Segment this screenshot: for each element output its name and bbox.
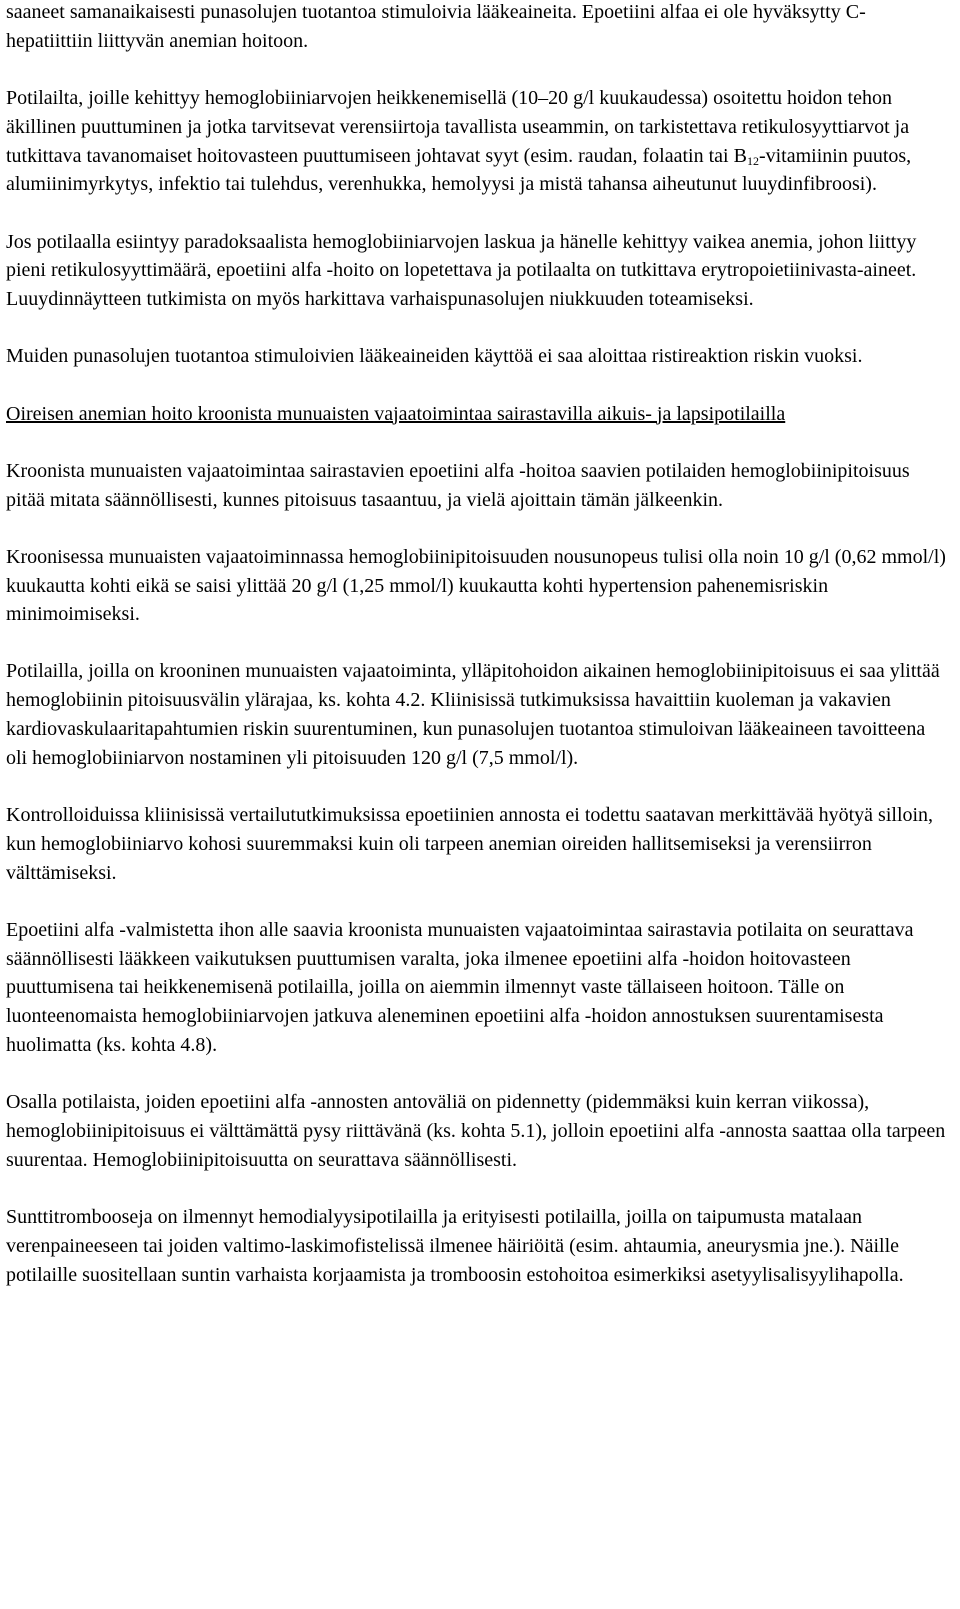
paragraph-loss-of-effect (6, 84, 946, 199)
paragraph-subcutaneous: Epoetiini alfa -valmistetta ihon alle saavia kroonista munuaisten vajaatoimintaa sairastavia potilaita on seurattava säännöllisesti lääkkeen vaikutuksen puuttumisen varalta, joka ilmenee epoetiini alfa -hoidon hoitovasteen puuttumisena tai heikkenemisenä potilailla, joilla on aiemmin ilmennyt vaste tällaiseen hoitoon. Tälle on luonteenomaista hemoglobiiniarvojen jatkuva aleneminen epoetiini alfa -hoidon annostuksen suurentamisesta huolimatta (ks. kohta 4.8). (6, 918, 914, 1057)
paragraph-loss-of-effect-text: Potilailta, joille kehittyy hemoglobiiniarvojen heikkenemisellä (10–20 g/l kuukaudessa) osoitettu hoidon tehon äkillinen puuttuminen ja jotka tarvitsevat verensiirtoja tavallista useammin, on tarkistettava retikulosyyttiarvot ja tutkittava tavanomaiset hoitovasteen puuttumiseen johtavat syyt (esim. raudan, folaatin tai B (6, 86, 910, 167)
paragraph-loss-of-effect-text-cont: -vitamiinin puutos, alumiinimyrkytys, infektio tai tulehdus, verenhukka, hemolyysi ja mistä tahansa aiheutunut luuydinfibroosi). (6, 144, 912, 196)
vitamin-subscript: 12 (746, 153, 759, 168)
paragraph-paradoxical-decrease: Jos potilaalla esiintyy paradoksaalista hemoglobiiniarvojen laskua ja hänelle kehittyy vaikea anemia, johon liittyy pieni retikulosyyttimäärä, epoetiini alfa -hoito on lopetettava ja potilaalta on tutkittava erytropoietiinivasta-aineet. Luuydinnäytteen tutkimista on myös harkittava varhaispunasolujen niukkuuden toteamiseksi. (6, 230, 917, 311)
paragraph-rise-rate: Kroonisessa munuaisten vajaatoiminnassa hemoglobiinipitoisuuden nousunopeus tulisi olla noin 10 g/l (0,62 mmol/l) kuukautta kohti eikä se saisi ylittää 20 g/l (1,25 mmol/l) kuukautta kohti hypertension pahenemisriskin minimoimiseksi. (6, 545, 946, 626)
paragraph-shunt-thrombosis: Sunttitrombooseja on ilmennyt hemodialyysipotilailla ja erityisesti potilailla, joilla on taipumusta matalaan verenpaineeseen tai joiden valtimo-laskimofistelissä ilmenee häiriöitä (esim. ahtaumia, aneurysmia jne.). Näille potilaille suositellaan suntin varhaista korjaamista ja tromboosin estohoitoa esimerkiksi asetyylisalisyylihapolla. (6, 1206, 904, 1286)
paragraph-maintenance: Potilailla, joilla on krooninen munuaisten vajaatoiminta, ylläpitohoidon aikainen hemoglobiinipitoisuus ei saa ylittää hemoglobiinin pitoisuusvälin ylärajaa, ks. kohta 4.2. Kliinisissä tutkimuksissa havaittiin kuoleman ja vakavien kardiovaskulaaritapahtumien riskin suurentuminen, kun punasolujen tuotantoa stimuloivan lääkeaineen tavoitteena oli hemoglobiiniarvon nostaminen yli pitoisuuden 120 g/l (7,5 mmol/l). (6, 660, 940, 769)
paragraph-hepatitis-c: saaneet samanaikaisesti punasolujen tuotantoa stimuloivia lääkeaineita. Epoetiini alfaa ei ole hyväksytty C-hepatiittiin liittyvän anemian hoitoon. (6, 1, 866, 52)
paragraph-cross-reaction: Muiden punasolujen tuotantoa stimuloivien lääkeaineiden käyttöä ei saa aloittaa ristireaktion riskin vuoksi. (6, 345, 863, 368)
paragraph-controlled-trials: Kontrolloiduissa kliinisissä vertailututkimuksissa epoetiinien annosta ei todettu saatavan merkittävää hyötyä silloin, kun hemoglobiiniarvo kohosi suuremmaksi kuin oli tarpeen anemian oireiden hallitsemiseksi ja verensiirron välttämiseksi. (6, 804, 934, 884)
paragraph-dosing-interval: Osalla potilaista, joiden epoetiini alfa -annosten antoväliä on pidennetty (pidemmäksi kuin kerran viikossa), hemoglobiinipitoisuus ei välttämättä pysy riittävänä (ks. kohta 5.1), jolloin epoetiini alfa -annosta saattaa olla tarpeen suurentaa. Hemoglobiinipitoisuutta on seurattava säännöllisesti. (6, 1091, 946, 1171)
document-body (6, 0, 946, 1318)
section-heading: Oireisen anemian hoito kroonista munuaisten vajaatoimintaa sairastavilla aikuis- ja lapsipotilailla (6, 402, 786, 425)
paragraph-monitoring: Kroonista munuaisten vajaatoimintaa sairastavien epoetiini alfa -hoitoa saavien potilaiden hemoglobiinipitoisuus pitää mitata säännöllisesti, kunnes pitoisuus tasaantuu, ja vielä ajoittain tämän jälkeenkin. (6, 459, 910, 511)
